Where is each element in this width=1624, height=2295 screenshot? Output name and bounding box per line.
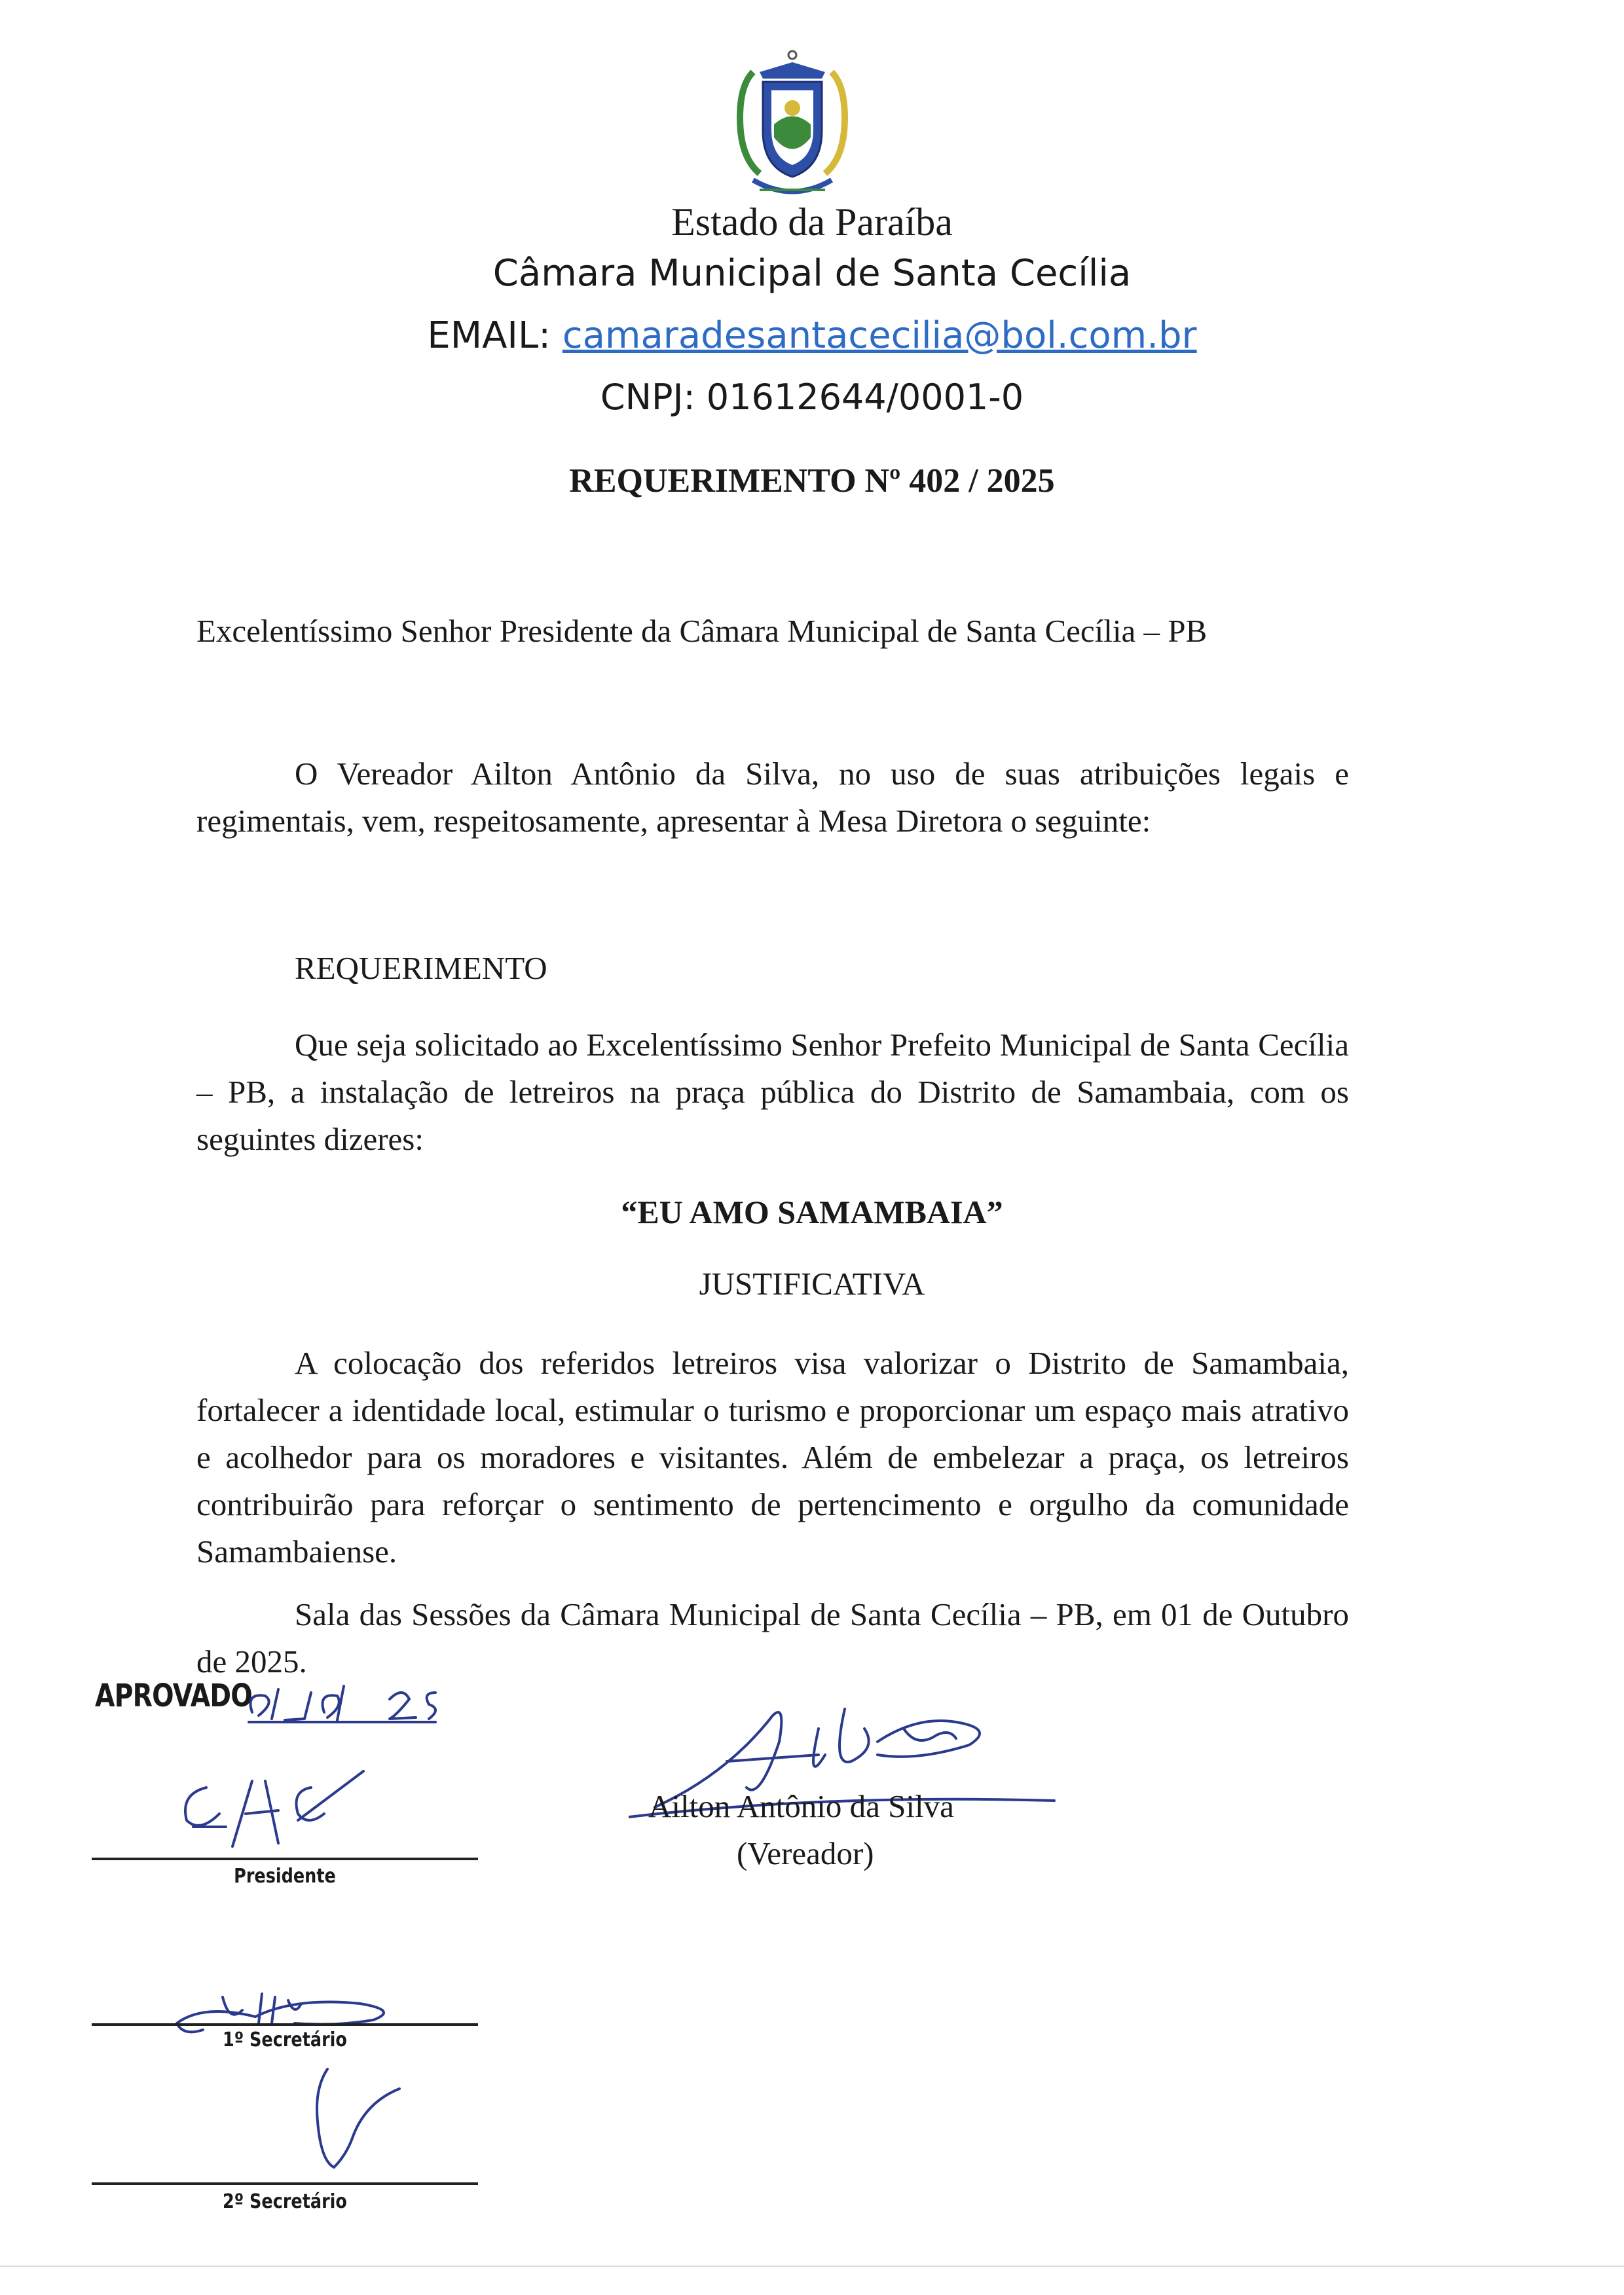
signer-name: Ailton Antônio da Silva — [648, 1788, 954, 1824]
secretary2-signature — [301, 2063, 432, 2180]
chamber-name: Câmara Municipal de Santa Cecília — [492, 252, 1132, 295]
handwritten-approval-date — [239, 1666, 527, 1732]
email-link[interactable]: camaradesantacecilia@bol.com.br — [562, 314, 1197, 357]
page-bottom-edge — [0, 2266, 1624, 2267]
email-label: EMAIL: — [427, 314, 551, 357]
cnpj: CNPJ: 01612644/0001-0 — [600, 376, 1024, 418]
request-heading: REQUERIMENTO — [295, 950, 547, 986]
president-signature — [167, 1761, 390, 1860]
request-paragraph: Que seja solicitado ao Excelentíssimo Senhor Prefeito Municipal de Santa Cecília – PB, a instalação de letreiros na praça pública do Distrito de Samambaia, com os seguintes dizeres: — [196, 1027, 1349, 1157]
closing-paragraph: Sala das Sessões da Câmara Municipal de Santa Cecília – PB, em 01 de Outubro de 2025. — [196, 1596, 1349, 1680]
president-signature-line — [92, 1858, 478, 1860]
secretary1-label: 1º Secretário — [223, 2029, 347, 2051]
approved-stamp: APROVADO — [95, 1678, 252, 1714]
slogan: “EU AMO SAMAMBAIA” — [621, 1194, 1003, 1230]
email-line — [0, 314, 1624, 357]
president-label: Presidente — [234, 1865, 336, 1888]
salutation: Excelentíssimo Senhor Presidente da Câmara Municipal de Santa Cecília – PB — [196, 613, 1208, 649]
coat-of-arms-logo — [714, 46, 871, 203]
secretary2-signature-line — [92, 2182, 478, 2185]
secretary2-label: 2º Secretário — [223, 2190, 347, 2213]
justification-heading: JUSTIFICATIVA — [699, 1266, 925, 1302]
state-name: Estado da Paraíba — [671, 200, 953, 244]
secretary1-signature-line — [92, 2023, 478, 2026]
intro-paragraph: O Vereador Ailton Antônio da Silva, no uso de suas atribuições legais e regimentais, vem, respeitosamente, apresentar à Mesa Diretora o seguinte: — [196, 756, 1349, 839]
document-title: REQUERIMENTO Nº 402 / 2025 — [569, 462, 1055, 500]
justification-paragraph: A colocação dos referidos letreiros visa valorizar o Distrito de Samambaia, fortalecer a identidade local, estimular o turismo e proporcionar um espaço mais atrativo e acolhedor para os moradores e visitantes. Além de embelezar a praça, os letreiros contribuirão para reforçar o sentimento de pertencimento e orgulho da comunidade Samambaiense. — [196, 1345, 1349, 1570]
signer-role: (Vereador) — [737, 1835, 874, 1871]
